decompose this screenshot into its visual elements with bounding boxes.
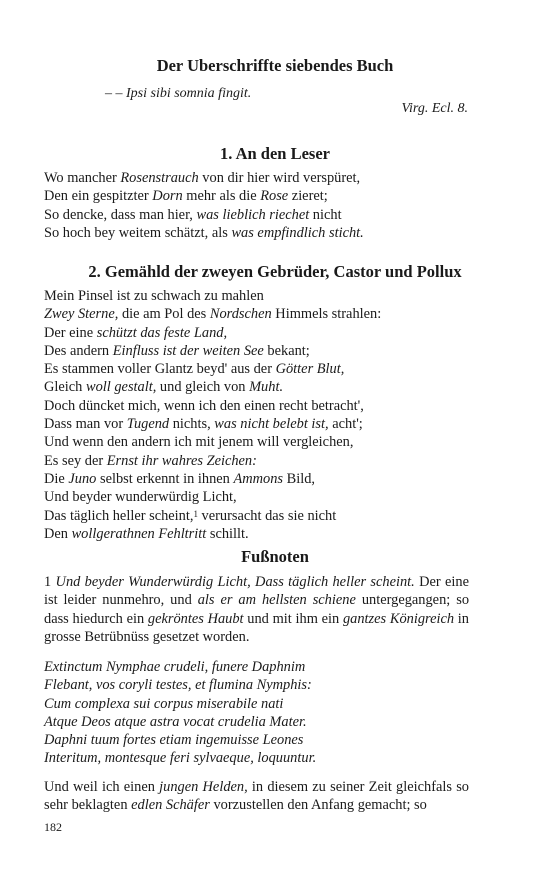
verse-text: nichts, <box>169 416 215 433</box>
footnote-marker: 1 <box>193 508 198 519</box>
verse-text: Dass man vor <box>44 416 127 433</box>
verse-line <box>44 224 364 242</box>
verse-text: Des andern <box>44 342 113 359</box>
verse-text: Einfluss ist der weiten See <box>112 342 264 359</box>
footnotes-title: Fußnoten <box>241 547 309 566</box>
verse-line <box>44 378 381 396</box>
footnote-text: Der eine ist leider nunmehro, und <box>44 574 469 609</box>
footnote-text: 1 <box>44 574 56 590</box>
verse-text: So hoch bey weitem schätzt, als <box>44 224 232 241</box>
latin-line: Flebant, vos coryli testes, et flumina Nymphis: <box>44 677 312 694</box>
footnote-text: in grosse Betrübnüss gesetzet worden. <box>44 610 469 645</box>
verse-line <box>44 342 381 360</box>
latin-line: Extinctum Nymphae crudeli, funere Daphnim <box>44 659 306 675</box>
poem1-title: 1. An den Leser <box>219 144 330 163</box>
verse-text: Dorn <box>152 188 183 205</box>
verse-text: Zwey Sterne, <box>44 306 119 323</box>
verse-text: von dir hier wird verspüret, <box>198 170 361 186</box>
verse-text: Rosenstrauch <box>120 170 199 186</box>
verse-text: selbst erkennt in ihnen <box>96 470 234 487</box>
verse-text: schützt das feste Land, <box>96 324 228 341</box>
motto-source: Virg. Ecl. 8. <box>401 101 468 116</box>
verse-text: die am Pol des <box>118 306 210 323</box>
latin-line: Daphni tuum fortes etiam ingemuisse Leones <box>44 732 304 749</box>
verse-text: Den ein gespitzter <box>44 188 153 205</box>
verse-line <box>44 324 381 342</box>
verse-text: Juno <box>68 470 97 487</box>
footnote-text: gekröntes Haubt <box>147 610 244 627</box>
verse-line <box>44 187 364 205</box>
verse-text: woll gestalt, <box>85 379 157 396</box>
verse-text: Und wenn den andern ich mit jenem will vergleichen, <box>44 434 354 451</box>
verse-text: Mein Pinsel ist zu schwach zu mahlen <box>44 288 264 304</box>
verse-text: und gleich von <box>156 379 250 396</box>
verse-line <box>44 169 364 187</box>
verse-text: Ernst ihr wahres Zeichen: <box>106 452 257 469</box>
verse-line <box>44 397 381 415</box>
verse-text: Es stammen voller Glantz beyd' aus der <box>44 361 276 378</box>
latin-quotation <box>44 658 316 768</box>
verse-text: Tugend <box>126 416 170 433</box>
verse-text: Ammons <box>233 470 284 487</box>
latin-line: Cum complexa sui corpus miserabile nati <box>44 695 284 712</box>
verse-text: Gleich <box>44 379 86 396</box>
verse-line <box>44 305 381 323</box>
page-number: 182 <box>44 820 62 834</box>
verse-text: was nicht belebt ist, <box>214 416 329 433</box>
verse-text: Es sey der <box>44 452 107 469</box>
verse-text: Den <box>44 525 72 542</box>
footnote-text: Und weil ich einen <box>44 779 160 795</box>
verse-text: verursacht das sie nicht <box>197 507 337 524</box>
verse-text: So dencke, dass man hier, <box>44 206 197 223</box>
verse-line <box>44 206 364 224</box>
verse-line <box>44 525 381 543</box>
verse-text: was lieblich riechet <box>196 206 310 223</box>
verse-text: Götter Blut, <box>275 361 345 378</box>
poem2-title: 2. Gemähld der zweyen Gebrüder, Castor und Pollux <box>88 262 462 281</box>
verse-line <box>44 507 381 525</box>
verse-text: Wo mancher <box>44 170 121 186</box>
latin-line: Interitum, montesque feri sylvaeque, loquuntur. <box>44 750 317 767</box>
verse-line <box>44 488 381 506</box>
footnote-text: gantzes Königreich <box>342 610 455 627</box>
poem2-verse <box>44 287 381 543</box>
footnote-text: edlen Schäfer <box>131 797 210 814</box>
verse-text: Und beyder wunderwürdig Licht, <box>44 489 237 506</box>
verse-text: acht'; <box>328 416 363 433</box>
footnote-text: Und beyder Wunderwürdig Licht, Dass täglich heller scheint. <box>55 574 415 590</box>
verse-text: schillt. <box>206 525 249 542</box>
verse-text: Der eine <box>44 324 97 341</box>
footnote-text: untergegangen; so dass hiedurch ein <box>44 592 470 627</box>
poem1-verse <box>44 169 364 242</box>
verse-line <box>44 452 381 470</box>
verse-line <box>44 287 381 305</box>
verse-text: Bild, <box>283 470 316 487</box>
verse-text: Rose <box>260 188 289 205</box>
verse-line <box>44 415 381 433</box>
latin-line: Atque Deos atque astra vocat crudelia Mater. <box>44 713 307 730</box>
footnote-1 <box>44 573 469 646</box>
footnote-text: vorzustellen den Anfang gemacht; so <box>209 797 427 814</box>
verse-text: was empfindlich sticht. <box>231 224 364 241</box>
verse-line <box>44 470 381 488</box>
verse-text: Die <box>44 470 69 487</box>
verse-text: Doch düncket mich, wenn ich den einen recht betracht', <box>44 397 364 414</box>
verse-text: Nordschen <box>209 306 272 323</box>
verse-text: Das täglich heller scheint, <box>44 507 194 524</box>
verse-line <box>44 360 381 378</box>
verse-text: bekant; <box>263 342 310 359</box>
footnote-continuation <box>44 778 469 815</box>
footnote-text: jungen Helden, <box>159 779 248 795</box>
footnote-text: als er am hellsten schiene <box>197 592 356 609</box>
verse-text: Himmels strahlen: <box>271 306 382 323</box>
footnote-text: in diesem zu seiner Zeit gleichfals so sehr beklagten <box>44 779 469 814</box>
verse-text: nicht <box>309 206 342 223</box>
verse-text: wollgerathnen Fehltritt <box>71 525 207 542</box>
footnote-text: und mit ihm ein <box>243 610 343 627</box>
verse-text: mehr als die <box>182 188 261 205</box>
verse-text: zieret; <box>288 188 328 205</box>
motto: – – Ipsi sibi somnia fingit. <box>105 86 252 101</box>
book-title: Der Uberschriffte siebendes Buch <box>156 56 394 75</box>
verse-text: Muht. <box>249 379 284 396</box>
verse-line <box>44 433 381 451</box>
